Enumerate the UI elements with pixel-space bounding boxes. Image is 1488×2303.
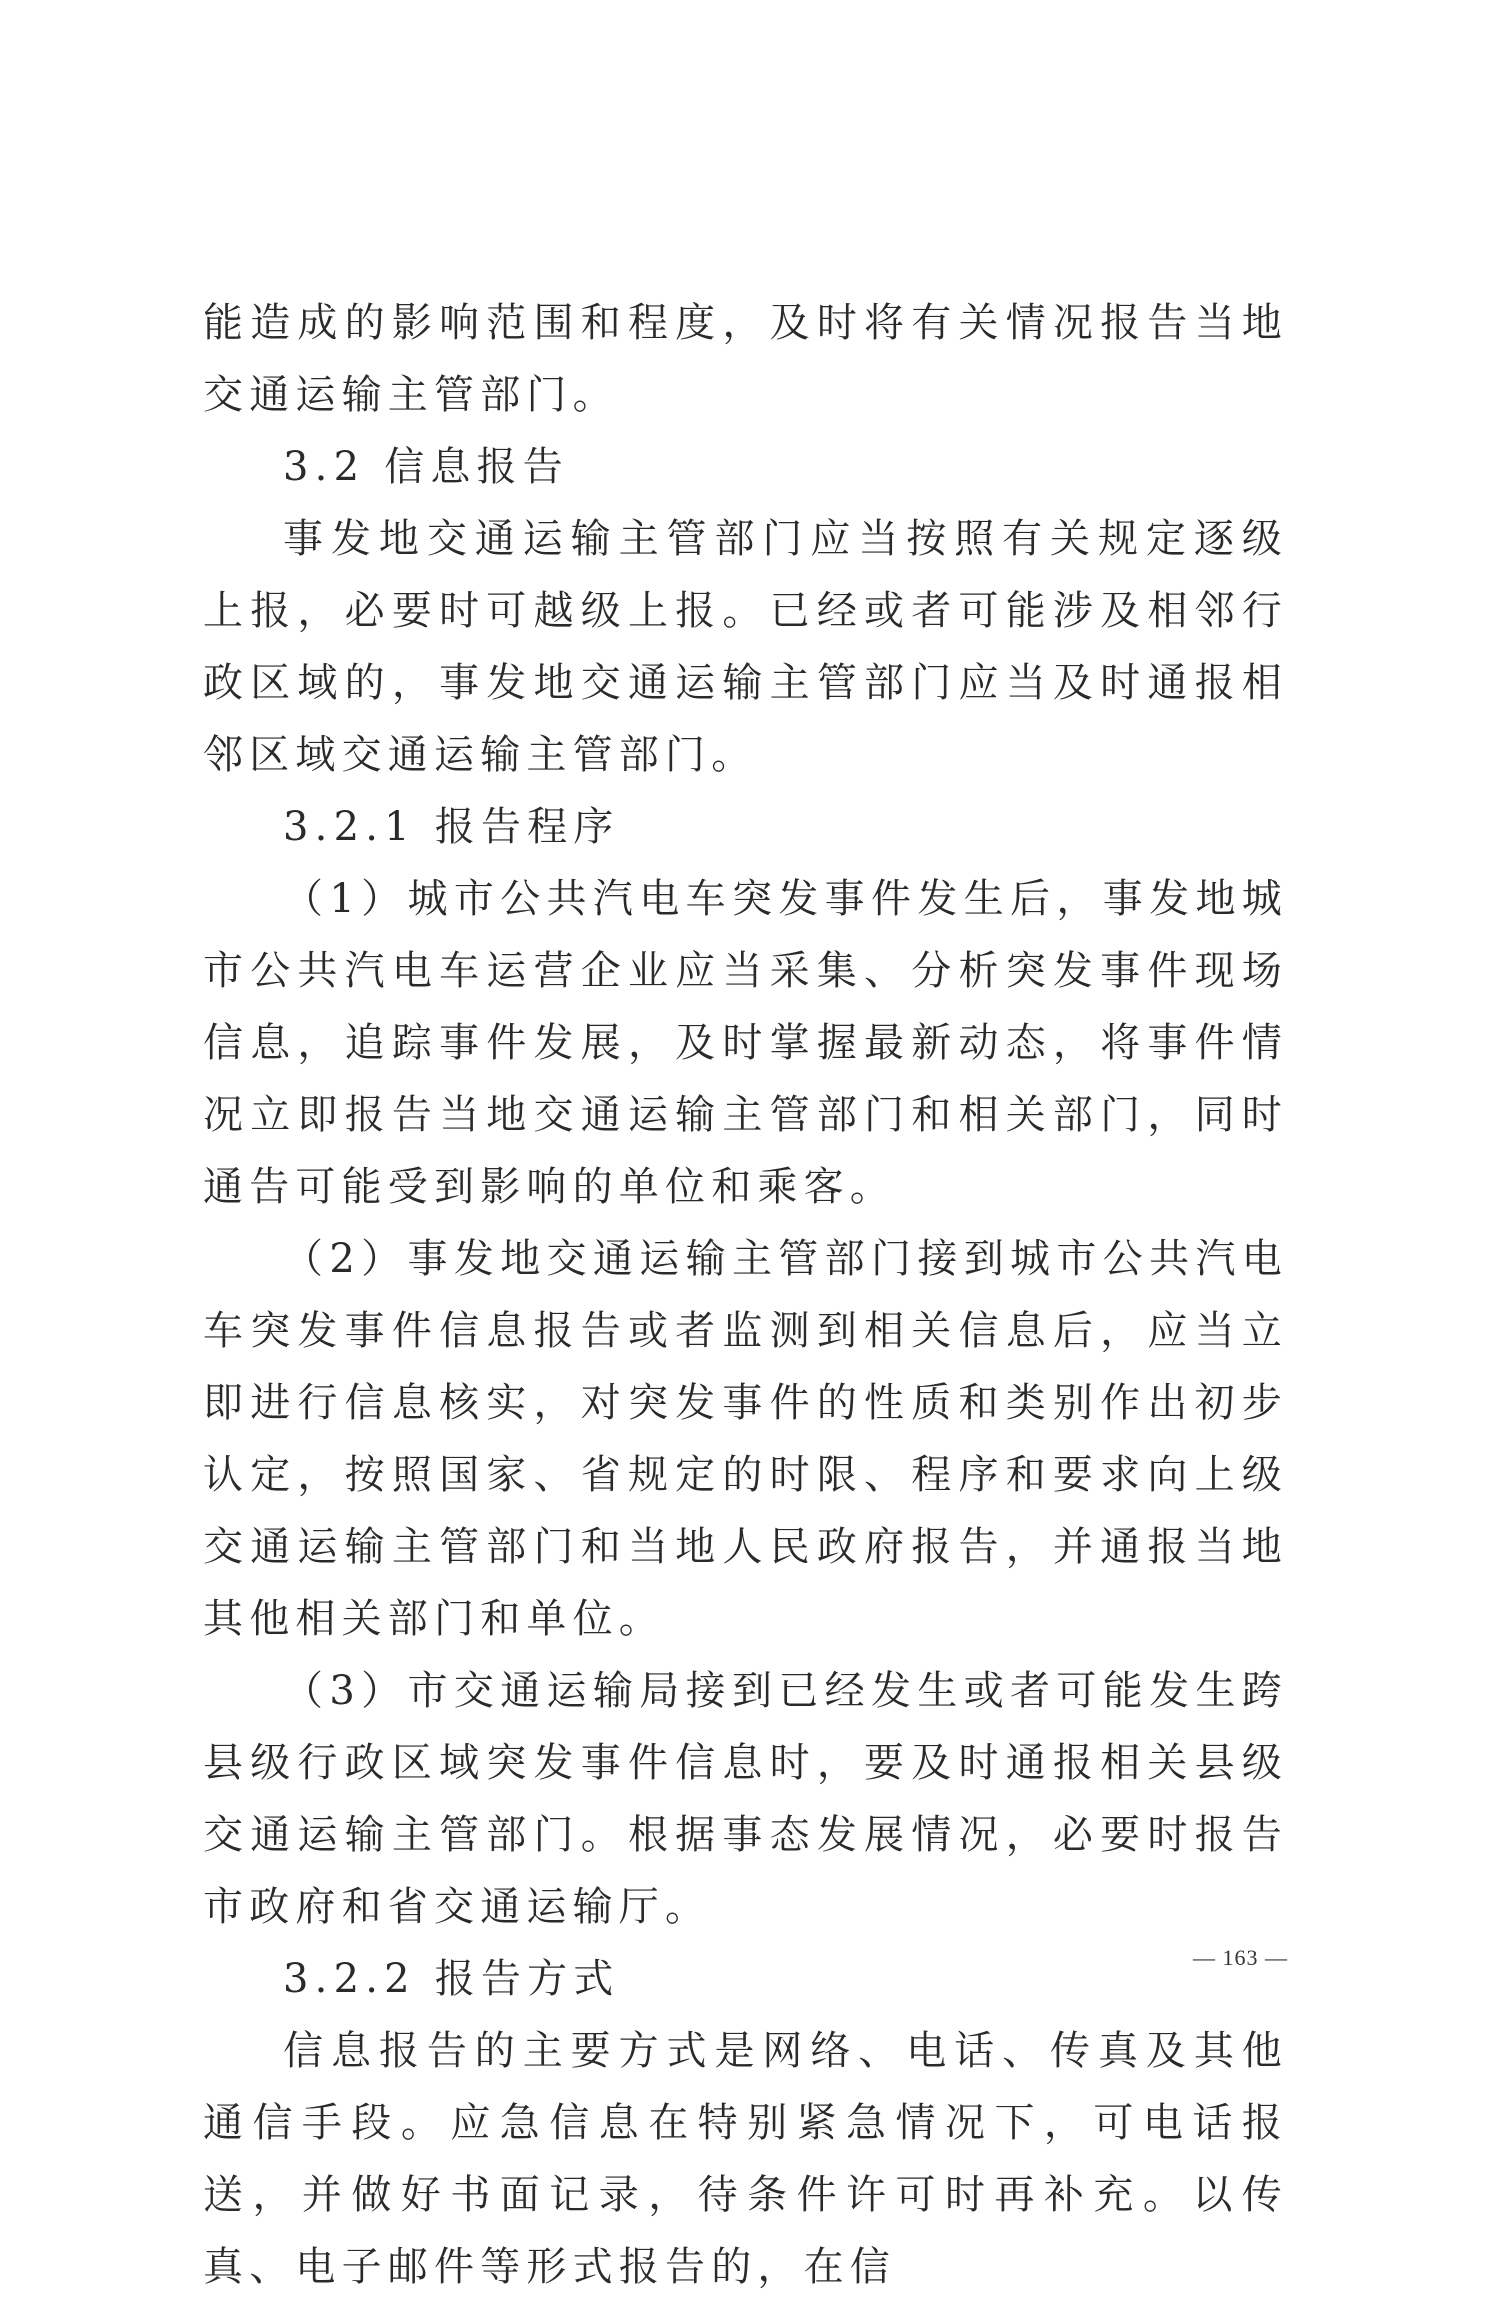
paragraph-continuation: 能造成的影响范围和程度，及时将有关情况报告当地交通运输主管部门。 (203, 300, 1288, 418)
paragraph: （1）城市公共汽电车突发事件发生后，事发地城市公共汽电车运营企业应当采集、分析突发事件现场信息，追踪事件发展，及时掌握最新动态，将事件情况立即报告当地交通运输主管部门和相关部门，同时通告可能受到影响的单位和乘客。 (203, 876, 1288, 1210)
section-heading-3-2-2: 3.2.2 报告方式 (283, 1956, 620, 2002)
section-heading-3-2-1: 3.2.1 报告程序 (283, 804, 620, 850)
paragraph: （3）市交通运输局接到已经发生或者可能发生跨县级行政区域突发事件信息时，要及时通报相关县级交通运输主管部门。根据事态发展情况，必要时报告市政府和省交通运输厅。 (203, 1668, 1288, 1930)
paragraph: （2）事发地交通运输主管部门接到城市公共汽电车突发事件信息报告或者监测到相关信息后，应当立即进行信息核实，对突发事件的性质和类别作出初步认定，按照国家、省规定的时限、程序和要求向上级交通运输主管部门和当地人民政府报告，并通报当地其他相关部门和单位。 (203, 1236, 1288, 1642)
section-heading-3-2: 3.2 信息报告 (283, 444, 569, 490)
paragraph: 事发地交通运输主管部门应当按照有关规定逐级上报，必要时可越级上报。已经或者可能涉及相邻行政区域的，事发地交通运输主管部门应当及时通报相邻区域交通运输主管部门。 (203, 516, 1288, 778)
paragraph: 信息报告的主要方式是网络、电话、传真及其他通信手段。应急信息在特别紧急情况下，可电话报送，并做好书面记录，待条件许可时再补充。以传真、电子邮件等形式报告的，在信 (203, 2028, 1288, 2290)
body-text (203, 287, 1288, 2303)
page-number: — 163 — (1193, 1945, 1288, 1970)
